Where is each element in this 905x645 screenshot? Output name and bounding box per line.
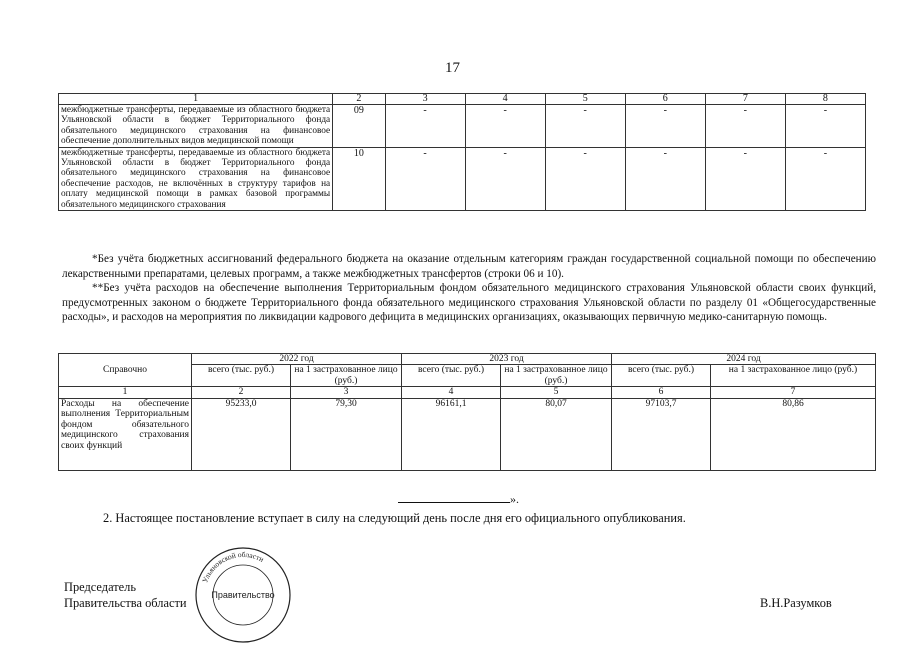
table-row [59,147,866,210]
column-number-row [59,387,876,398]
signatory-title-line1: Председатель [64,580,137,594]
column-number: 3 [291,387,402,398]
table-cell: 80,86 [711,398,876,470]
table-cell: - [545,147,625,210]
subheader-total: всего (тыс. руб.) [612,365,711,387]
column-header: 5 [545,94,625,105]
closing-quote-line [398,492,519,507]
column-header: 8 [785,94,865,105]
footnote-2: **Без учёта расходов на обеспечение выполнения Территориальным фондом обязательного медицинского страхования Ульяновской области своих функций, предусмотренных законом о бюджете Территориального фонда обязательного медицинского страхования Ульяновской области по разделу 01 «Общегосударственные расходы», и расходов на мероприятия по ликвидации кадрового дефицита в медицинских организациях, оказывающих первичную медико-санитарную помощь. [62,282,876,324]
blank-line [398,492,510,503]
table-cell: - [625,147,705,210]
row-description: межбюджетные трансферты, передаваемые из областного бюджета Ульяновской области в бюджет Территориального фонда обязательного медицинского страхования на финансовое обеспечение дополнительных видов медицинской помощи [59,105,333,148]
year-header: 2023 год [402,354,612,365]
svg-text:Правительство: Правительство [211,590,275,600]
table-header-row [59,94,866,105]
reference-table [58,353,876,471]
row-code: 10 [333,147,385,210]
column-number: 6 [612,387,711,398]
table-cell: - [705,105,785,148]
table-cell: - [385,147,465,210]
table-header-row [59,354,876,365]
row-description: межбюджетные трансферты, передаваемые из областного бюджета Ульяновской области в бюджет Территориального фонда обязательного медицинского страхования на финансовое обеспечение расходов, не включённых в структуру тарифов на оплату медицинской помощи в рамках базовой программы обязательного медицинского страхования [59,147,333,210]
column-number: 7 [711,387,876,398]
subheader-total: всего (тыс. руб.) [192,365,291,387]
closing-quote: ». [510,492,519,506]
effective-date-clause: 2. Настоящее постановление вступает в силу на следующий день после дня его официального опубликования. [103,511,686,525]
year-header: 2022 год [192,354,402,365]
table-row [59,398,876,470]
table-cell: - [785,105,865,148]
column-header: 4 [465,94,545,105]
column-number: 5 [501,387,612,398]
table-cell: - [545,105,625,148]
row-label: Расходы на обеспечение выполнения Территориальным фондом обязательного медицинского страхования своих функций [59,398,192,470]
footnotes [62,252,876,325]
table-cell: 95233,0 [192,398,291,470]
subheader-total: всего (тыс. руб.) [402,365,501,387]
subheader-per-person: на 1 застрахованное лицо (руб.) [501,365,612,387]
table-cell: - [465,105,545,148]
column-number: 2 [192,387,291,398]
page-number: 17 [445,60,460,76]
table-cell: 96161,1 [402,398,501,470]
signatory-title-line2: Правительства области [64,596,187,610]
table-cell: - [785,147,865,210]
table-row [59,105,866,148]
table-cell: - [705,147,785,210]
column-header: 2 [333,94,385,105]
subheader-per-person: на 1 застрахованное лицо (руб.) [711,365,876,387]
column-header: 6 [625,94,705,105]
table-cell: - [385,105,465,148]
row-label-header: Справочно [59,354,192,387]
signatory-name: В.Н.Разумков [760,596,832,610]
column-header: 7 [705,94,785,105]
column-number: 4 [402,387,501,398]
column-header: 3 [385,94,465,105]
table-cell: - [625,105,705,148]
funding-table [58,93,866,211]
row-code: 09 [333,105,385,148]
column-number: 1 [59,387,192,398]
official-seal [193,545,293,645]
svg-text:Ульяновской области: Ульяновской области [200,549,266,584]
table-cell: 97103,7 [612,398,711,470]
footnote-1: *Без учёта бюджетных ассигнований федерального бюджета на оказание отдельным категориям граждан государственной социальной помощи по обеспечению лекарственными препаратами, целевых программ, а также межбюджетных трансфертов (строки 06 и 10). [62,253,876,280]
subheader-per-person: на 1 застрахованное лицо (руб.) [291,365,402,387]
table-cell: 80,07 [501,398,612,470]
table-cell: 79,30 [291,398,402,470]
signatory-title [64,579,187,611]
column-header: 1 [59,94,333,105]
table-cell: - [465,147,545,210]
year-header: 2024 год [612,354,876,365]
